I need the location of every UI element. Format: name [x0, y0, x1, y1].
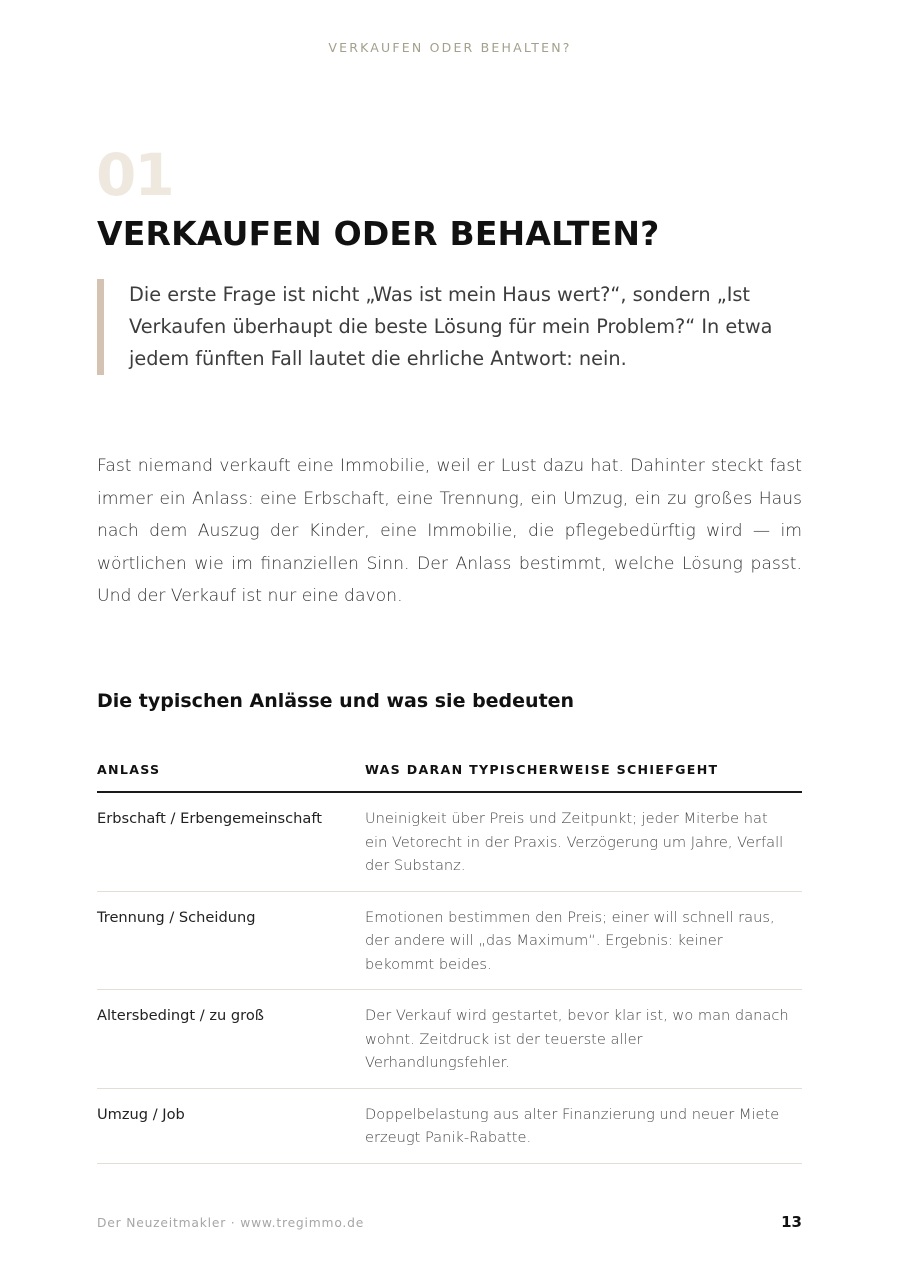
footer-publisher: Der Neuzeitmakler · www.tregimmo.de: [97, 1216, 365, 1230]
cell-anlass: Trennung / Scheidung: [97, 891, 365, 990]
cell-anlass: Altersbedingt / zu groß: [97, 990, 365, 1089]
section-heading: Die typischen Anlässe und was sie bedeuten: [97, 690, 575, 712]
table-row: [97, 792, 802, 891]
page-number: 13: [781, 1213, 802, 1231]
chapter-title: VERKAUFEN ODER BEHALTEN?: [97, 214, 660, 253]
chapter-number: 01: [96, 141, 173, 209]
column-header-anlass: ANLASS: [97, 752, 365, 792]
column-header-problem: WAS DARAN TYPISCHERWEISE SCHIEFGEHT: [365, 752, 802, 792]
pullquote: [97, 279, 802, 375]
occasions-table: [97, 752, 802, 1164]
cell-anlass: Erbschaft / Erbengemeinschaft: [97, 792, 365, 891]
running-header: VERKAUFEN ODER BEHALTEN?: [328, 40, 572, 55]
cell-problem: Emotionen bestimmen den Preis; einer will schnell raus, der andere will „das Maximum“. Ergebnis: keiner bekommt beides.: [365, 891, 802, 990]
body-paragraph: Fast niemand verkauft eine Immobilie, weil er Lust dazu hat. Dahinter steckt fast immer ein Anlass: eine Erbschaft, eine Trennung, ein Umzug, ein zu großes Haus nach dem Auszug der Kinder, eine Immobilie, die pflegebedürftig wird — im wörtlichen wie im finanziellen Sinn. Der Anlass bestimmt, welche Lösung passt. Und der Verkauf ist nur eine davon.: [97, 456, 802, 606]
table-row: [97, 990, 802, 1089]
cell-problem: Doppelbelastung aus alter Finanzierung und neuer Miete erzeugt Panik-Rabatte.: [365, 1088, 802, 1163]
cell-anlass: Umzug / Job: [97, 1088, 365, 1163]
pullquote-text: Die erste Frage ist nicht „Was ist mein Haus wert?“, sondern „Ist Verkaufen überhaupt die beste Lösung für mein Problem?“ In etwa jedem fünften Fall lautet die ehrliche Antwort: nein.: [129, 283, 773, 370]
table-row: [97, 1088, 802, 1163]
cell-problem: Der Verkauf wird gestartet, bevor klar ist, wo man danach wohnt. Zeitdruck ist der teuerste aller Verhandlungsfehler.: [365, 990, 802, 1089]
cell-problem: Uneinigkeit über Preis und Zeitpunkt; jeder Miterbe hat ein Vetorecht in der Praxis. Verzögerung um Jahre, Verfall der Substanz.: [365, 792, 802, 891]
table-row: [97, 891, 802, 990]
table-header-row: [97, 752, 802, 792]
